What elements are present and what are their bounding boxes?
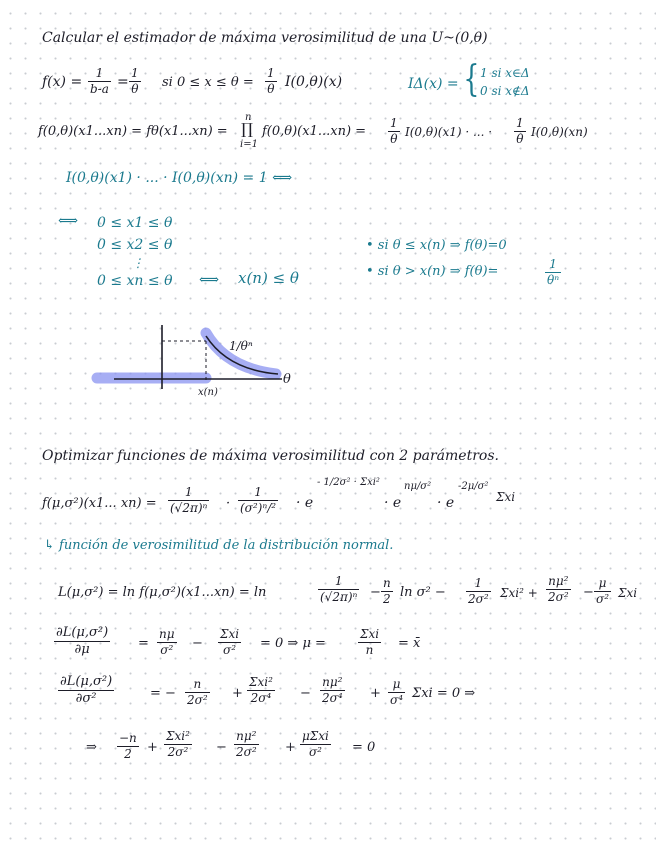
implies-arrow: ⇒ (86, 740, 97, 755)
exp-2: · e (384, 495, 402, 511)
d1-result: = 0 ⇒ μ = (260, 636, 326, 651)
frac-num: nμ² (320, 676, 345, 691)
frac-den: θ (516, 131, 524, 146)
sum-xi-squared: Σxi² + (500, 586, 538, 600)
fx-indicator: I(0,θ)(x) (285, 74, 343, 90)
frac-den: (√2π)ⁿ (170, 500, 208, 515)
frac-den: n (365, 642, 374, 657)
vertical-dots: ⋮ (132, 256, 144, 270)
frac-num: Σxi (220, 627, 240, 641)
minus-sign-2: − (583, 585, 594, 600)
L-frac-sqrt2pi (318, 575, 359, 603)
frac-den: (√2π)ⁿ (320, 589, 358, 604)
frac-num: 1 (545, 258, 561, 273)
frac-num: nμ² (546, 575, 571, 590)
frac-num: ∂L(μ,σ²) (56, 625, 109, 640)
exp-2-power: nμ/σ² (404, 481, 432, 492)
equals-sign: = (117, 74, 129, 90)
L-frac-1-over-2sigma (466, 577, 491, 605)
frac-num: ∂L(μ,σ²) (60, 674, 113, 689)
sample-mean: = x̄ (398, 636, 421, 651)
frac-num: 1 (390, 116, 398, 130)
frac-den: 2σ² (236, 744, 257, 759)
log-likelihood-left: L(μ,σ²) = ln f(μ,σ²)(x1...xn) = ln (58, 585, 267, 600)
normal-likelihood-note: ↳ función de verosimilitud de la distribución normal. (44, 538, 394, 553)
frac-num: n (383, 576, 391, 590)
frac-den: b-a (90, 81, 109, 96)
frac-den: 2σ² (548, 589, 569, 604)
frac-den: 2σ⁴ (322, 690, 343, 705)
frac-den: σ² (160, 642, 174, 657)
ineq-xn: 0 ≤ xn ≤ θ (97, 273, 173, 289)
frac-den: (σ²)ⁿ/² (240, 500, 277, 515)
frac-den: θ (390, 131, 398, 146)
d3-zero: = 0 (352, 740, 376, 755)
frac-den: σ² (223, 642, 237, 657)
frac-num: μ (594, 577, 611, 592)
frac-num: 1 (238, 486, 278, 501)
exp-1: · e (296, 495, 314, 511)
plus-sign-2: + (370, 686, 381, 701)
frac-den: 2σ² (468, 591, 489, 606)
minus-sign: − (192, 636, 203, 651)
log-sigma-term: ln σ² − (400, 585, 446, 600)
frac-den: θ (131, 81, 139, 96)
iff-arrow-2: ⟺ (199, 272, 220, 288)
fx-condition: si 0 ≤ x ≤ θ = (162, 75, 254, 90)
frac-num: 1 (516, 116, 524, 130)
plus-sign-2: + (285, 740, 296, 755)
frac-num: Σxi² (166, 729, 190, 743)
exp-1-power: - 1/2σ² · Σxi² (317, 477, 380, 488)
heading-uniform-mle: Calcular el estimador de máxima verosimilitud de una U~(0,θ) (42, 30, 488, 46)
frac-den: 2 (383, 591, 391, 606)
exp-3-power: -2μ/σ² (458, 481, 489, 492)
L-frac-nmu2 (546, 575, 571, 603)
ineq-x2: 0 ≤ x2 ≤ θ (97, 237, 173, 253)
product-symbol: ∏ (241, 120, 253, 138)
indicator-case-1: 1 si x∈Δ (480, 66, 530, 80)
indicator-product-line: I(0,θ)(x1) · ... · I(0,θ)(xn) = 1 ⟺ (66, 170, 293, 186)
d1-frac-sumxi (218, 628, 241, 656)
derivative-mu (54, 626, 110, 656)
frac-num: −n (119, 731, 137, 745)
heading-two-parameter: Optimizar funciones de máxima verosimilitud con 2 parámetros. (42, 448, 499, 464)
equals-minus: = − (150, 686, 176, 701)
frac-num: Σxi² (249, 675, 273, 689)
frac-den: σ⁴ (390, 692, 404, 707)
frac-den: ∂σ² (75, 690, 97, 706)
normal-frac-sqrt2pi (168, 486, 209, 514)
fx-label: f(x) = (42, 74, 83, 90)
d3-frac-musumxi (300, 730, 331, 758)
L-frac-n-over-2 (381, 577, 393, 605)
frac-den: 2σ² (167, 744, 189, 759)
dot-operator: · (226, 496, 231, 511)
L-tail-sum: Σxi (618, 586, 638, 600)
case-theta-gt-xn: • si θ > x(n) ⇒ f(θ)= (366, 264, 499, 279)
minus-sign: − (216, 740, 227, 755)
frac-num: 1 (318, 575, 359, 590)
tick-label-xn: x(n) (198, 387, 218, 398)
minus-sign: − (300, 686, 311, 701)
d2-frac-sumxi2 (247, 676, 275, 704)
product-lower-limit: i=1 (240, 139, 258, 150)
left-brace-icon: { (463, 59, 480, 100)
joint-density-mid2: I(0,θ)(x1) · ... · (405, 125, 493, 139)
frac-num: 1 (131, 66, 139, 80)
sum-xi: Σxi (496, 490, 516, 504)
joint-density-left: f(0,θ)(x1...xn) = fθ(x1...xn) = (38, 124, 228, 139)
frac-num: 1 (168, 486, 209, 501)
frac-den: σ² (308, 744, 322, 759)
d1-frac-mean (358, 628, 381, 656)
d3-frac-minus-n (117, 732, 139, 760)
joint-density-mid: f(0,θ)(x1...xn) = (262, 124, 367, 139)
plus-sign: + (147, 740, 158, 755)
d2-frac-n-over-2sigma (185, 678, 210, 706)
derivative-sigma (58, 675, 114, 705)
joint-density-end: I(0,θ)(xn) (531, 125, 588, 139)
indicator-def-label: IΔ(x) = (408, 76, 459, 92)
indicator-case-2: 0 si x∉Δ (480, 84, 530, 98)
iff-arrow: ⟺ (58, 213, 79, 229)
frac-den: 2σ⁴ (250, 690, 272, 705)
frac-num: 1 (88, 67, 111, 82)
frac-num: Σxi (360, 627, 380, 641)
normal-frac-sigma (238, 486, 278, 514)
frac-den: 2σ² (187, 692, 208, 707)
exp-3: · e (437, 495, 455, 511)
max-order-statistic: x(n) ≤ θ (238, 269, 299, 287)
ineq-x1: 0 ≤ x1 ≤ θ (97, 215, 173, 231)
normal-density-left: f(μ,σ²)(x1... xn) = (42, 496, 157, 511)
frac-den: θ (267, 81, 275, 96)
frac-num: μΣxi (302, 729, 329, 743)
d2-tail: Σxi = 0 ⇒ (412, 686, 476, 701)
minus-sign: − (370, 585, 381, 600)
frac-den: σ² (596, 591, 610, 606)
plus-sign: + (232, 686, 243, 701)
frac-den: 2 (124, 746, 132, 761)
d3-frac-sumxi2 (164, 730, 192, 758)
frac-num: n (185, 678, 210, 693)
product-upper-limit: n (245, 112, 252, 123)
frac-num: 1 (267, 66, 275, 80)
d3-frac-nmu2 (234, 730, 259, 758)
L-frac-mu-over-sigma (594, 577, 611, 605)
case-theta-le-xn: • si θ ≤ x(n) ⇒ f(θ)=0 (366, 238, 507, 253)
axis-label-theta: θ (283, 372, 291, 387)
curve-label: 1/θⁿ (229, 339, 253, 353)
d2-frac-nmu2 (320, 676, 345, 704)
frac-num: μ (388, 678, 405, 693)
frac-den: ∂μ (74, 641, 90, 657)
equals-sign: = (138, 636, 149, 651)
d1-frac-nmu (157, 628, 177, 656)
d2-frac-mu (388, 678, 405, 706)
frac-num: nμ² (234, 730, 259, 745)
frac-num: 1 (466, 577, 491, 592)
frac-num: nμ (159, 627, 175, 641)
frac-den: θⁿ (547, 272, 560, 287)
